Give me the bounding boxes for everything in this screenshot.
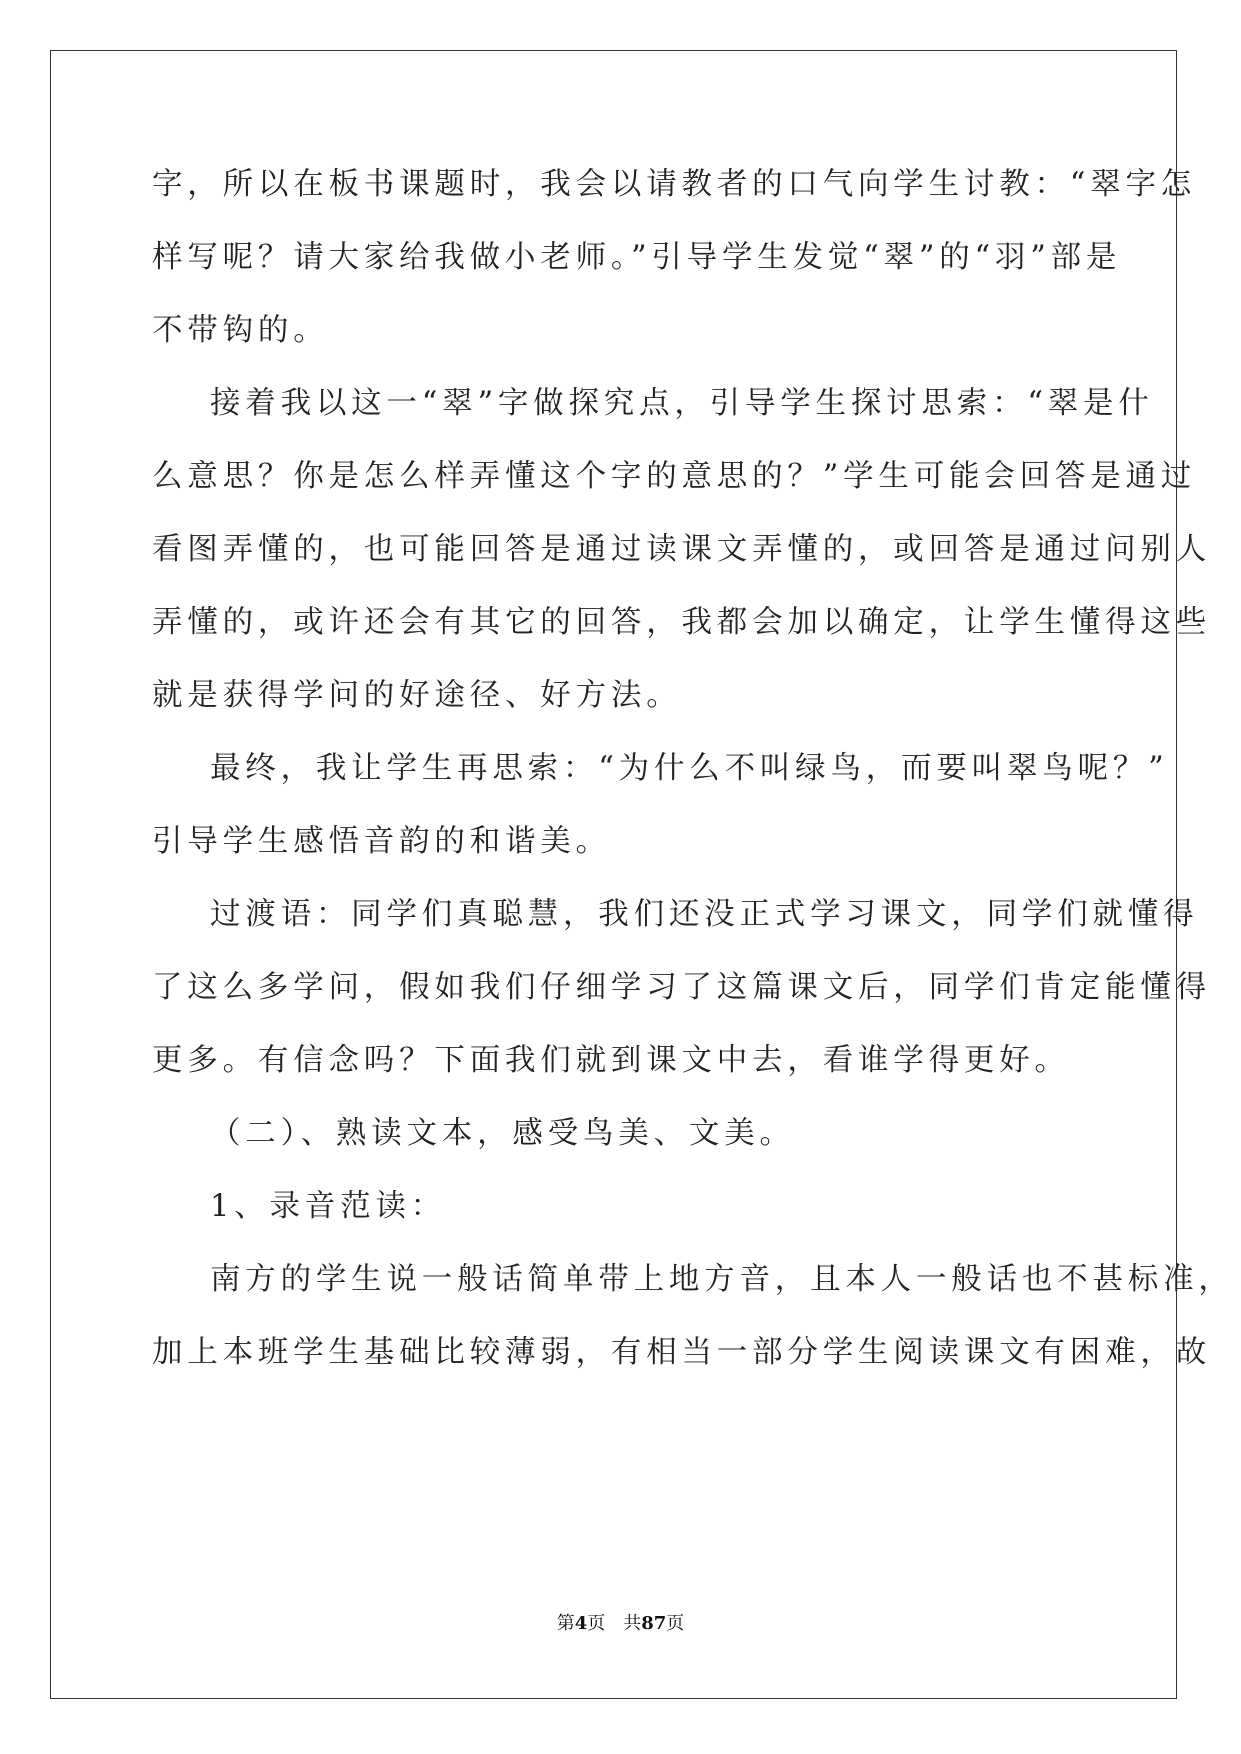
text-line: 更多。有信念吗？下面我们就到课文中去，看谁学得更好。 bbox=[152, 1043, 1070, 1078]
text-line: （二）、熟读文本，感受鸟美、文美。 bbox=[152, 1116, 795, 1151]
text-line: 字，所以在板书课题时，我会以请教者的口气向学生讨教：“翠字怎 bbox=[152, 167, 1197, 202]
page-border bbox=[50, 50, 1177, 1699]
text-line: 加上本班学生基础比较薄弱，有相当一部分学生阅读课文有困难，故 bbox=[152, 1335, 1211, 1370]
text-line: 不带钩的。 bbox=[152, 313, 329, 348]
text-line: 引导学生感悟音韵的和谐美。 bbox=[152, 824, 611, 859]
page-footer bbox=[0, 1612, 1241, 1636]
text-line: 么意思？你是怎么样弄懂这个字的意思的？”学生可能会回答是通过 bbox=[152, 459, 1197, 494]
text-line: 了这么多学问，假如我们仔细学习了这篇课文后，同学们肯定能懂得 bbox=[152, 970, 1211, 1005]
text-line: 接着我以这一“翠”字做探究点，引导学生探讨思索：“翠是什 bbox=[152, 386, 1154, 421]
text-line: 1、录音范读： bbox=[152, 1189, 446, 1224]
text-line: 弄懂的，或许还会有其它的回答，我都会加以确定，让学生懂得这些 bbox=[152, 605, 1211, 640]
text-line: 样写呢？请大家给我做小老师。”引导学生发觉“翠”的“羽”部是 bbox=[152, 240, 1122, 275]
text-line: 就是获得学问的好途径、好方法。 bbox=[152, 678, 682, 713]
current-page-number: 4 bbox=[574, 1613, 588, 1634]
footer-page-suffix: 页 bbox=[587, 1613, 606, 1634]
total-page-count: 87 bbox=[641, 1613, 667, 1634]
text-line: 南方的学生说一般话简单带上地方音，且本人一般话也不甚标准， bbox=[152, 1262, 1234, 1297]
footer-total-prefix: 共 bbox=[623, 1613, 642, 1634]
footer-total-suffix: 页 bbox=[666, 1613, 685, 1634]
footer-prefix: 第 bbox=[556, 1613, 575, 1634]
text-line: 过渡语：同学们真聪慧，我们还没正式学习课文，同学们就懂得 bbox=[152, 897, 1199, 932]
text-line: 看图弄懂的，也可能回答是通过读课文弄懂的，或回答是通过问别人 bbox=[152, 532, 1211, 567]
text-line: 最终，我让学生再思索：“为什么不叫绿鸟，而要叫翠鸟呢？” bbox=[152, 751, 1169, 786]
